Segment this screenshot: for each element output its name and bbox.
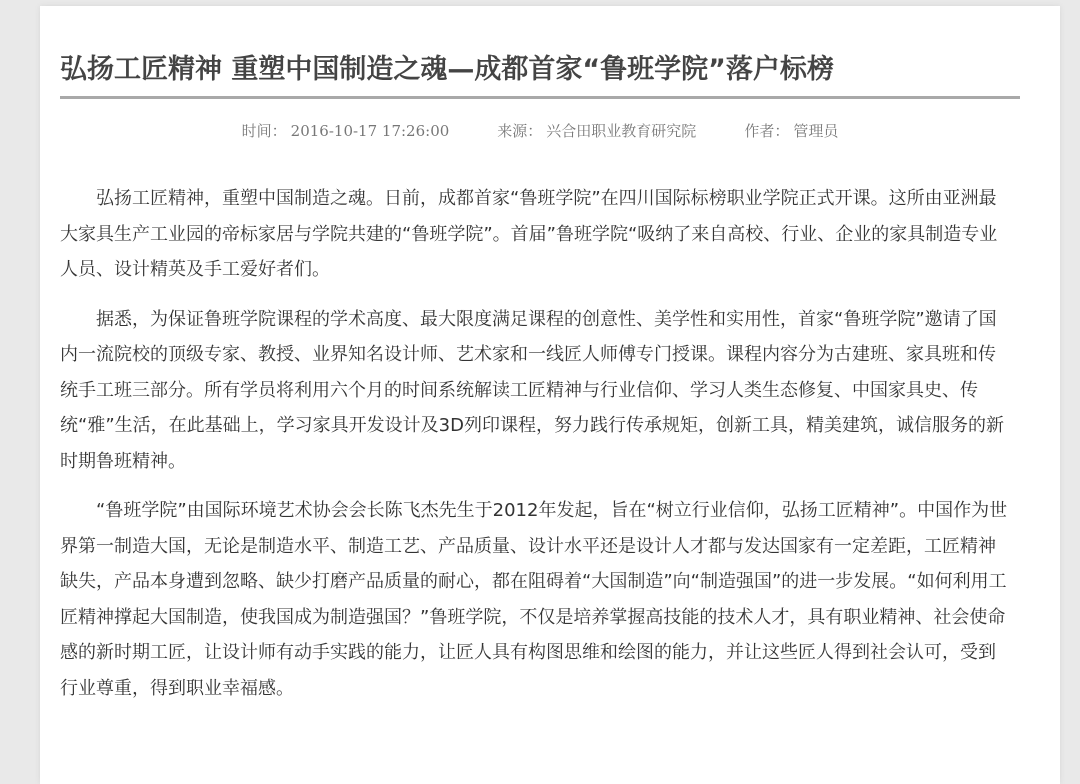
meta-source-value: 兴合田职业教育研究院 bbox=[546, 122, 697, 140]
meta-time-value: 2016-10-17 17:26:00 bbox=[290, 122, 450, 140]
paragraph: 弘扬工匠精神，重塑中国制造之魂。日前，成都首家“鲁班学院”在四川国际标榜职业学院正式开课。这所由亚洲最大家具生产工业园的帝标家居与学院共建的“鲁班学院”。首届”鲁班学院“吸纳了来自高校、行业、企业的家具制造专业人员、设计精英及手工爱好者们。 bbox=[60, 188, 998, 280]
article-meta bbox=[60, 119, 1020, 143]
meta-time-label: 时间： bbox=[241, 122, 287, 140]
meta-time bbox=[242, 119, 450, 143]
article-body bbox=[60, 181, 1010, 720]
article-title: 弘扬工匠精神 重塑中国制造之魂—成都首家“鲁班学院”落户标榜 bbox=[60, 54, 834, 86]
title-divider bbox=[60, 96, 1020, 99]
paragraph: “鲁班学院”由国际环境艺术协会会长陈飞杰先生于2012年发起，旨在“树立行业信仰，弘扬工匠精神”。中国作为世界第一制造大国，无论是制造水平、制造工艺、产品质量、设计水平还是设计人才都与发达国家有一定差距，工匠精神缺失，产品本身遭到忽略、缺少打磨产品质量的耐心，都在阻碍着“大国制造”向“制造强国”的进一步发展。“如何利用工匠精神撑起大国制造，使我国成为制造强国？”鲁班学院，不仅是培养掌握高技能的技术人才，具有职业精神、社会使命感的新时期工匠，让设计师有动手实践的能力，让匠人具有构图思维和绘图的能力，并让这些匠人得到社会认可，受到行业尊重，得到职业幸福感。 bbox=[60, 500, 1008, 699]
article-page bbox=[40, 6, 1060, 784]
meta-author-value: 管理员 bbox=[793, 122, 839, 140]
meta-author bbox=[744, 119, 838, 143]
meta-author-label: 作者： bbox=[744, 122, 790, 140]
meta-source-label: 来源： bbox=[497, 122, 543, 140]
meta-source bbox=[497, 119, 696, 143]
paragraph: 据悉，为保证鲁班学院课程的学术高度、最大限度满足课程的创意性、美学性和实用性，首家“鲁班学院”邀请了国内一流院校的顶级专家、教授、业界知名设计师、艺术家和一线匠人师傅专门授课。课程内容分为古建班、家具班和传统手工班三部分。所有学员将利用六个月的时间系统解读工匠精神与行业信仰、学习人类生态修复、中国家具史、传统“雅”生活，在此基础上，学习家具开发设计及3D列印课程，努力践行传承规矩，创新工具，精美建筑，诚信服务的新时期鲁班精神。 bbox=[60, 308, 1004, 472]
